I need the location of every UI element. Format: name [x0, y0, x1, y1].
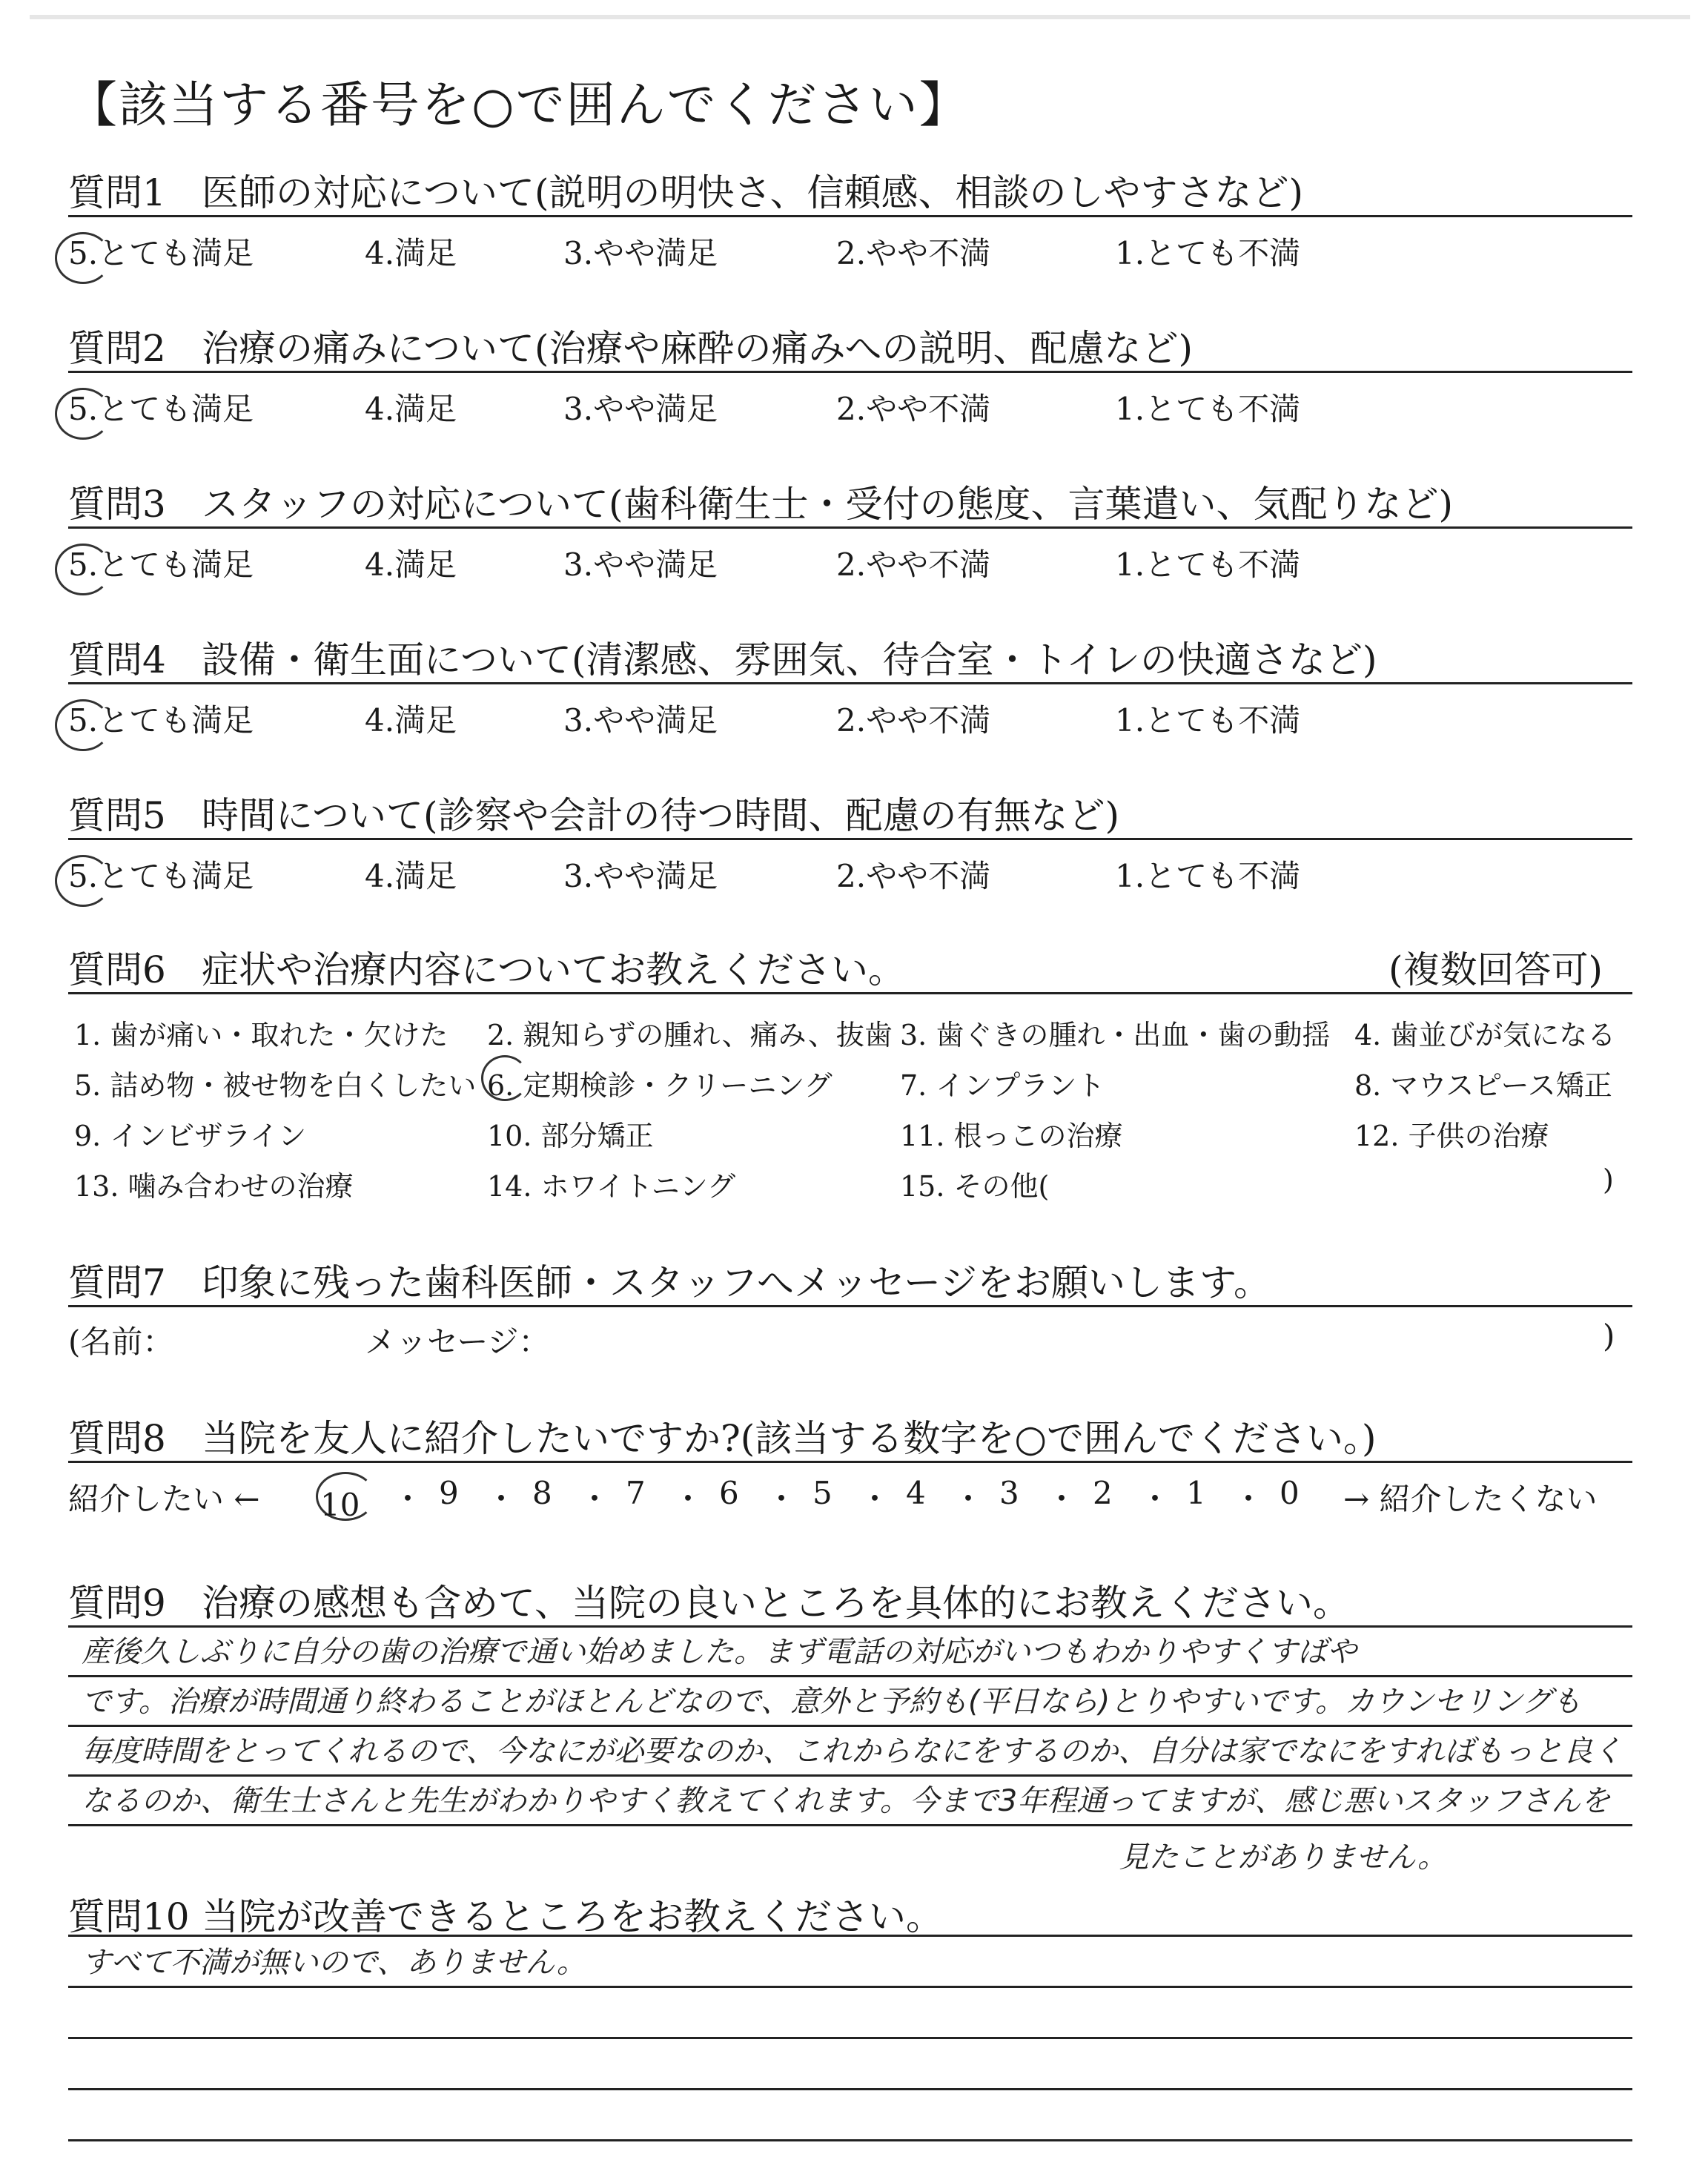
top-border [30, 15, 1690, 19]
question-text: 治療の痛みについて(治療や麻酔の痛みへの説明、配慮など) [202, 327, 1194, 370]
question-number: 質問1 [68, 171, 166, 214]
symptom-option[interactable]: 9. インビザライン [74, 1120, 307, 1152]
question-6 [68, 940, 1632, 1209]
question-4 [68, 630, 1632, 739]
scale-dot: ・ [766, 1481, 798, 1517]
question-text: スタッフの対応について(歯科衛生士・受付の態度、言葉遣い、気配りなど) [202, 483, 1454, 526]
scale-value[interactable]: 0 [1280, 1475, 1300, 1511]
option-1[interactable]: 1.とても不満 [1115, 702, 1301, 739]
symptom-option[interactable]: 14. ホワイトニング [487, 1170, 736, 1203]
question-5 [68, 786, 1632, 892]
scale-dot: ・ [1139, 1481, 1171, 1517]
rating-options [68, 840, 1632, 892]
selected-circle [55, 388, 111, 440]
selected-circle [481, 1055, 529, 1101]
option-2[interactable]: 2.やや不満 [836, 235, 991, 271]
question-number: 質問10 [68, 1895, 190, 1938]
option-3[interactable]: 3.やや満足 [563, 235, 718, 271]
question-number: 質問2 [68, 327, 166, 370]
recommend-scale: 紹介したい ← 10 ・ 9 ・ 8 ・ 7 ・ 6 ・ 5 ・ 4 ・ 3 ・ 2 ・ 1 ・ 0 → 紹介したくない [68, 1463, 1632, 1515]
scale-value[interactable]: 2 [1093, 1475, 1113, 1511]
question-text: 当院が改善できるところをお教えください。 [202, 1895, 943, 1938]
blank-line [68, 2039, 1632, 2090]
question-1 [68, 163, 1632, 269]
question-number: 質問6 [68, 948, 166, 991]
scale-value[interactable]: 1 [1186, 1475, 1206, 1511]
blank-line [68, 1988, 1632, 2039]
option-5[interactable]: 5.とても満足 [68, 229, 254, 274]
rating-options [68, 684, 1632, 739]
question-text: 症状や治療内容についてお教えください。 [202, 948, 905, 991]
rating-options [68, 373, 1632, 425]
question-number: 質問7 [68, 1261, 166, 1304]
symptom-option[interactable]: 3. 歯ぐきの腫れ・出血・歯の動揺 [900, 1019, 1331, 1051]
answer-line: 見たことがありません。 [1119, 1840, 1447, 1875]
answer-line: 産後久しぶりに自分の歯の治療で通い始めました。まず電話の対応がいつもわかりやすくすばや [82, 1635, 1357, 1669]
recommend-label: 紹介したい ← [68, 1481, 260, 1517]
scale-value[interactable]: 8 [532, 1475, 552, 1511]
option-4[interactable]: 4.満足 [365, 391, 457, 427]
scale-dot: ・ [859, 1481, 891, 1517]
symptom-option[interactable]: 13. 噛み合わせの治療 [74, 1170, 354, 1203]
scale-dot: ・ [392, 1481, 424, 1517]
scale-dot: ・ [1046, 1481, 1078, 1517]
option-2[interactable]: 2.やや不満 [836, 546, 991, 583]
answer-line: すべて不満が無いので、ありません。 [82, 1946, 586, 1980]
question-number: 質問8 [68, 1417, 166, 1460]
scale-value[interactable]: 4 [906, 1475, 926, 1511]
selected-circle [55, 699, 111, 751]
question-number: 質問3 [68, 483, 166, 526]
question-2 [68, 319, 1632, 425]
symptom-option[interactable]: 4. 歯並びが気になる [1354, 1019, 1616, 1051]
selected-circle [55, 855, 111, 907]
answer-line: 毎度時間をとってくれるので、今なにが必要なのか、これからなにをするのか、自分は家でなにをすればもっと良く [82, 1734, 1623, 1768]
message-label: メッセージ： [365, 1324, 550, 1360]
option-2[interactable]: 2.やや不満 [836, 702, 991, 739]
question-3 [68, 475, 1632, 581]
handwritten-answer[interactable] [68, 1628, 1632, 1875]
symptom-option[interactable]: 12. 子供の治療 [1354, 1120, 1549, 1152]
not-recommend-label: → 紹介したくない [1343, 1481, 1598, 1517]
option-3[interactable]: 3.やや満足 [563, 391, 718, 427]
option-5[interactable]: 5.とても満足 [68, 696, 254, 741]
answer-line: です。治療が時間通り終わることがほとんどなので、意外と予約も(平日なら)とりやすいです。カウンセリングも [82, 1685, 1582, 1719]
scale-value[interactable]: 9 [439, 1475, 459, 1511]
symptom-option[interactable]: 11. 根っこの治療 [900, 1120, 1123, 1152]
question-9 [68, 1573, 1632, 1875]
answer-line: なるのか、衛生士さんと先生がわかりやすく教えてくれます。今まで3年程通ってますが、感じ悪いスタッフさんを [82, 1784, 1611, 1818]
scale-value[interactable]: 5 [812, 1475, 833, 1511]
option-4[interactable]: 4.満足 [365, 235, 457, 271]
question-number: 質問9 [68, 1582, 166, 1625]
scale-value[interactable]: 3 [999, 1475, 1019, 1511]
option-1[interactable]: 1.とても不満 [1115, 235, 1301, 271]
question-text: 印象に残った歯科医師・スタッフへメッセージをお願いします。 [202, 1261, 1271, 1304]
symptom-option[interactable]: 8. マウスピース矯正 [1354, 1069, 1612, 1102]
question-text: 医師の対応について(説明の明快さ、信頼感、相談のしやすさなど) [202, 171, 1304, 214]
rating-options [68, 217, 1632, 269]
scale-dot: ・ [579, 1481, 611, 1517]
handwritten-answer[interactable] [68, 1937, 1632, 2141]
question-text: 当院を友人に紹介したいですか?(該当する数字を○で囲んでください。) [202, 1417, 1377, 1460]
option-5[interactable]: 5.とても満足 [68, 541, 254, 585]
question-text: 時間について(診察や会計の待つ時間、配慮の有無など) [202, 794, 1120, 837]
scale-dot: ・ [1233, 1481, 1265, 1517]
option-1[interactable]: 1.とても不満 [1115, 858, 1301, 894]
option-1[interactable]: 1.とても不満 [1115, 546, 1301, 583]
question-number: 質問4 [68, 638, 166, 681]
option-5[interactable]: 5.とても満足 [68, 852, 254, 896]
symptom-option[interactable]: 10. 部分矯正 [487, 1120, 654, 1152]
question-text: 設備・衛生面について(清潔感、雰囲気、待合室・トイレの快適さなど) [202, 638, 1377, 681]
option-3[interactable]: 3.やや満足 [563, 858, 718, 894]
close-paren: ) [1603, 1318, 1615, 1354]
symptom-option-other[interactable]: 15. その他( [900, 1170, 1050, 1203]
question-8 [68, 1409, 1632, 1523]
name-label: (名前： [68, 1324, 174, 1360]
symptom-option-selected[interactable]: 6. 定期検診・クリーニング [487, 1063, 833, 1103]
symptom-option[interactable]: 7. インプラント [900, 1069, 1105, 1102]
other-close-paren: ) [1603, 1163, 1614, 1196]
selected-circle [55, 232, 111, 284]
blank-line [68, 2090, 1632, 2141]
symptom-option[interactable]: 1. 歯が痛い・取れた・欠けた [74, 1019, 448, 1051]
question-number: 質問5 [68, 794, 166, 837]
scale-dot: ・ [486, 1481, 517, 1517]
divider [68, 1305, 1632, 1307]
symptom-option[interactable]: 5. 詰め物・被せ物を白くしたい [74, 1069, 477, 1102]
symptom-options [68, 994, 1632, 1209]
option-4[interactable]: 4.満足 [365, 702, 457, 739]
option-5[interactable]: 5.とても満足 [68, 385, 254, 429]
option-2[interactable]: 2.やや不満 [836, 858, 991, 894]
option-2[interactable]: 2.やや不満 [836, 391, 991, 427]
scale-dot: ・ [672, 1481, 704, 1517]
multiple-answer-note: (複数回答可) [1388, 948, 1603, 991]
scale-value[interactable]: 6 [719, 1475, 739, 1511]
selected-circle [55, 544, 111, 595]
form-header: 【該当する番号を○で囲んでください】 [68, 76, 970, 133]
question-7 [68, 1253, 1632, 1360]
option-4[interactable]: 4.満足 [365, 858, 457, 894]
option-3[interactable]: 3.やや満足 [563, 702, 718, 739]
question-10 [68, 1887, 1632, 2141]
question-text: 治療の感想も含めて、当院の良いところを具体的にお教えください。 [202, 1582, 1350, 1625]
option-1[interactable]: 1.とても不満 [1115, 391, 1301, 427]
scale-dot: ・ [953, 1481, 984, 1517]
option-3[interactable]: 3.やや満足 [563, 546, 718, 583]
scale-value[interactable]: 7 [626, 1475, 646, 1511]
option-4[interactable]: 4.満足 [365, 546, 457, 583]
message-field[interactable] [68, 1312, 1632, 1360]
rating-options [68, 529, 1632, 581]
symptom-option[interactable]: 2. 親知らずの腫れ、痛み、抜歯 [487, 1019, 893, 1051]
